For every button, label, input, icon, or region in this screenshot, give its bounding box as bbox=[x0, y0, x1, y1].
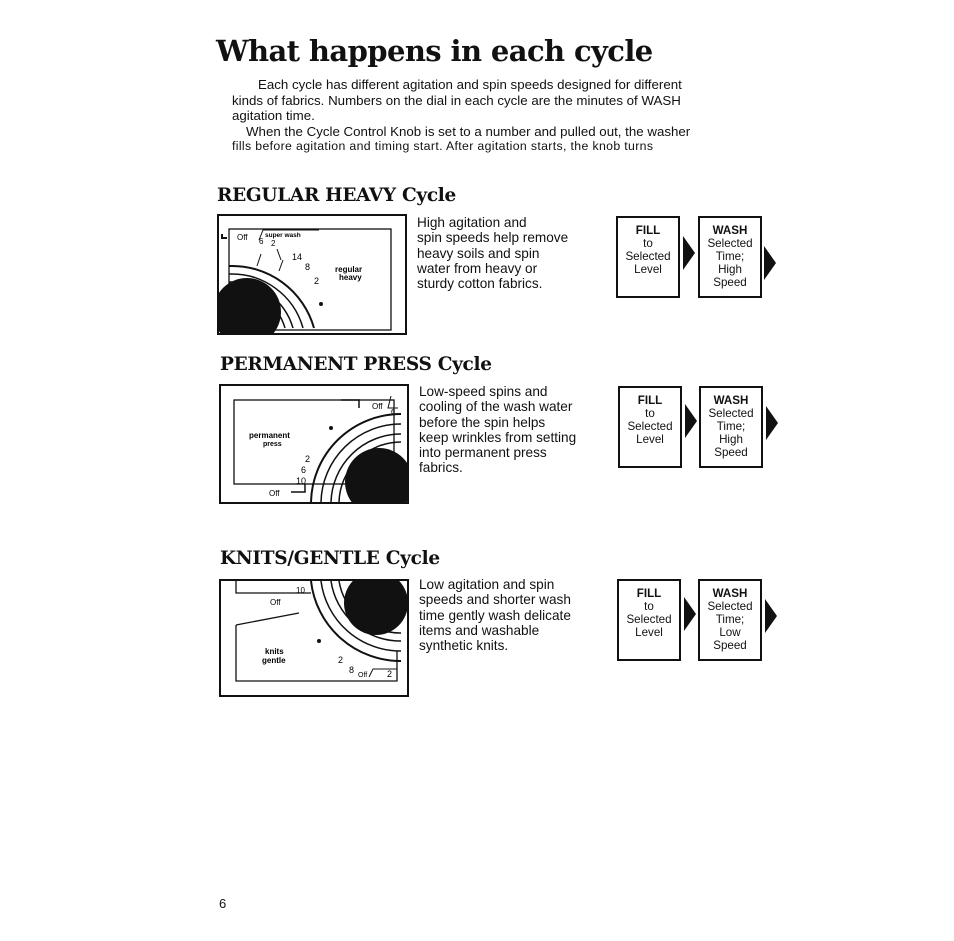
wash-box-knits-gentle bbox=[698, 579, 762, 661]
dial-label-off: Off bbox=[237, 233, 248, 242]
wash-box-line: Speed bbox=[714, 446, 748, 459]
dial-knits-gentle bbox=[219, 579, 409, 697]
section-title-regular-heavy: REGULAR HEAVY Cycle bbox=[217, 185, 457, 206]
fill-box-line: Level bbox=[636, 433, 664, 446]
intro-paragraph-2 bbox=[232, 124, 760, 155]
wash-box-line: WASH bbox=[712, 224, 748, 237]
intro-line: kinds of fabrics. Numbers on the dial in each cycle are the minutes of WASH bbox=[232, 92, 681, 108]
intro-text bbox=[232, 77, 760, 155]
dial-knob bbox=[311, 581, 407, 661]
description-line: sturdy cotton fabrics. bbox=[417, 276, 543, 292]
dial-name-line2: gentle bbox=[262, 656, 286, 665]
fill-box-line: FILL bbox=[637, 394, 663, 407]
fill-box-permanent-press bbox=[618, 386, 682, 468]
page-number: 6 bbox=[219, 896, 227, 911]
wash-box-line: WASH bbox=[713, 394, 749, 407]
dial-num: 10 bbox=[296, 586, 305, 595]
description-regular-heavy bbox=[417, 215, 568, 291]
dial-permanent-press bbox=[219, 384, 409, 504]
fill-box-line: Level bbox=[634, 263, 662, 276]
fill-box-line: FILL bbox=[635, 224, 661, 237]
fill-box-line: Selected bbox=[627, 420, 673, 433]
wash-box-line: High bbox=[719, 433, 743, 446]
fill-box-line: Level bbox=[635, 626, 663, 639]
arrow-icon bbox=[683, 236, 695, 270]
description-knits-gentle bbox=[419, 577, 571, 653]
description-line: Low-speed spins and bbox=[419, 384, 548, 399]
intro-line: When the Cycle Control Knob is set to a number and pulled out, the washer bbox=[246, 123, 691, 139]
dial-num: 6 bbox=[301, 465, 307, 475]
description-line: items and washable bbox=[419, 622, 540, 638]
dial-num: 6 bbox=[391, 409, 395, 416]
dial-num: 8 bbox=[305, 262, 311, 272]
intro-line: fills before agitation and timing start. After agitation starts, the knob turns bbox=[232, 139, 654, 153]
wash-box-line: Speed bbox=[713, 276, 747, 289]
intro-paragraph-1 bbox=[232, 77, 760, 124]
fill-box-knits-gentle bbox=[617, 579, 681, 661]
description-line: speeds and shorter wash bbox=[419, 592, 571, 608]
intro-line: Each cycle has different agitation and spin speeds designed for different bbox=[258, 77, 682, 92]
description-line: spin speeds help remove bbox=[417, 230, 569, 246]
wash-box-line: Selected bbox=[707, 237, 753, 250]
arrow-icon bbox=[764, 246, 776, 280]
dial-name-line1: regular bbox=[335, 265, 363, 274]
dial-label-off-bottom: Off bbox=[358, 672, 368, 679]
dial-num: 14 bbox=[292, 252, 303, 262]
wash-box-permanent-press bbox=[699, 386, 763, 468]
description-line: fabrics. bbox=[419, 460, 463, 476]
fill-box-regular-heavy bbox=[616, 216, 680, 298]
fill-box-line: to bbox=[643, 237, 653, 250]
description-line: cooling of the wash water bbox=[419, 399, 573, 415]
dial-illustration bbox=[219, 216, 405, 333]
fill-box-line: to bbox=[645, 407, 655, 420]
page-title: What happens in each cycle bbox=[216, 34, 653, 68]
description-line: into permanent press bbox=[419, 445, 547, 461]
wash-box-regular-heavy bbox=[698, 216, 762, 298]
fill-box-line: Selected bbox=[626, 613, 672, 626]
wash-box-line: Time; bbox=[715, 613, 745, 626]
wash-box-line: Selected bbox=[707, 600, 753, 613]
arrow-icon bbox=[766, 406, 778, 440]
dial-regular-heavy bbox=[217, 214, 407, 335]
description-permanent-press bbox=[419, 384, 576, 476]
dial-num: 2 bbox=[338, 655, 344, 665]
fill-box-line: FILL bbox=[636, 587, 662, 600]
wash-box-line: Speed bbox=[713, 639, 747, 652]
wash-box-line: Low bbox=[719, 626, 741, 639]
dial-name-line2: press bbox=[263, 441, 282, 448]
description-line: before the spin helps bbox=[419, 414, 546, 430]
dial-illustration bbox=[221, 386, 407, 502]
dial-name-line2: heavy bbox=[339, 273, 362, 282]
wash-box-line: WASH bbox=[712, 587, 748, 600]
wash-box-line: Selected bbox=[708, 407, 754, 420]
description-line: Low agitation and spin bbox=[419, 577, 555, 592]
arrow-icon bbox=[684, 597, 696, 631]
fill-box-line: to bbox=[644, 600, 654, 613]
dial-label-off-bottom: Off bbox=[269, 489, 280, 498]
wash-box-line: High bbox=[718, 263, 742, 276]
dial-num: 10 bbox=[296, 476, 307, 486]
arrow-icon bbox=[765, 599, 777, 633]
dial-label-off-top: Off bbox=[372, 402, 383, 411]
dial-label-super-wash: super wash bbox=[265, 232, 301, 239]
dial-num: 8 bbox=[349, 665, 355, 675]
dial-illustration bbox=[221, 581, 407, 695]
dial-knob bbox=[219, 254, 314, 333]
wash-box-line: Time; bbox=[715, 250, 745, 263]
fill-box-line: Selected bbox=[625, 250, 671, 263]
intro-line: agitation time. bbox=[232, 108, 315, 123]
dial-num: 6 bbox=[259, 237, 264, 246]
description-line: synthetic knits. bbox=[419, 638, 509, 654]
dial-name-line1: permanent bbox=[249, 431, 290, 440]
description-line: water from heavy or bbox=[417, 260, 538, 276]
dial-num: 2 bbox=[271, 239, 276, 248]
section-title-permanent-press: PERMANENT PRESS Cycle bbox=[220, 354, 492, 375]
arrow-icon bbox=[685, 404, 697, 438]
dial-name-line1: knits bbox=[265, 647, 284, 656]
dial-num: 2 bbox=[387, 669, 393, 679]
dial-label-off-top: Off bbox=[270, 598, 281, 607]
description-line: time gently wash delicate bbox=[419, 607, 571, 623]
dial-knob bbox=[311, 414, 407, 502]
wash-box-line: Time; bbox=[716, 420, 746, 433]
section-title-knits-gentle: KNITS/GENTLE Cycle bbox=[220, 548, 440, 569]
description-line: High agitation and bbox=[417, 215, 527, 230]
dial-num: 2 bbox=[305, 454, 311, 464]
description-line: heavy soils and spin bbox=[417, 245, 540, 261]
dial-num: 2 bbox=[314, 276, 320, 286]
description-line: keep wrinkles from setting bbox=[419, 429, 577, 445]
